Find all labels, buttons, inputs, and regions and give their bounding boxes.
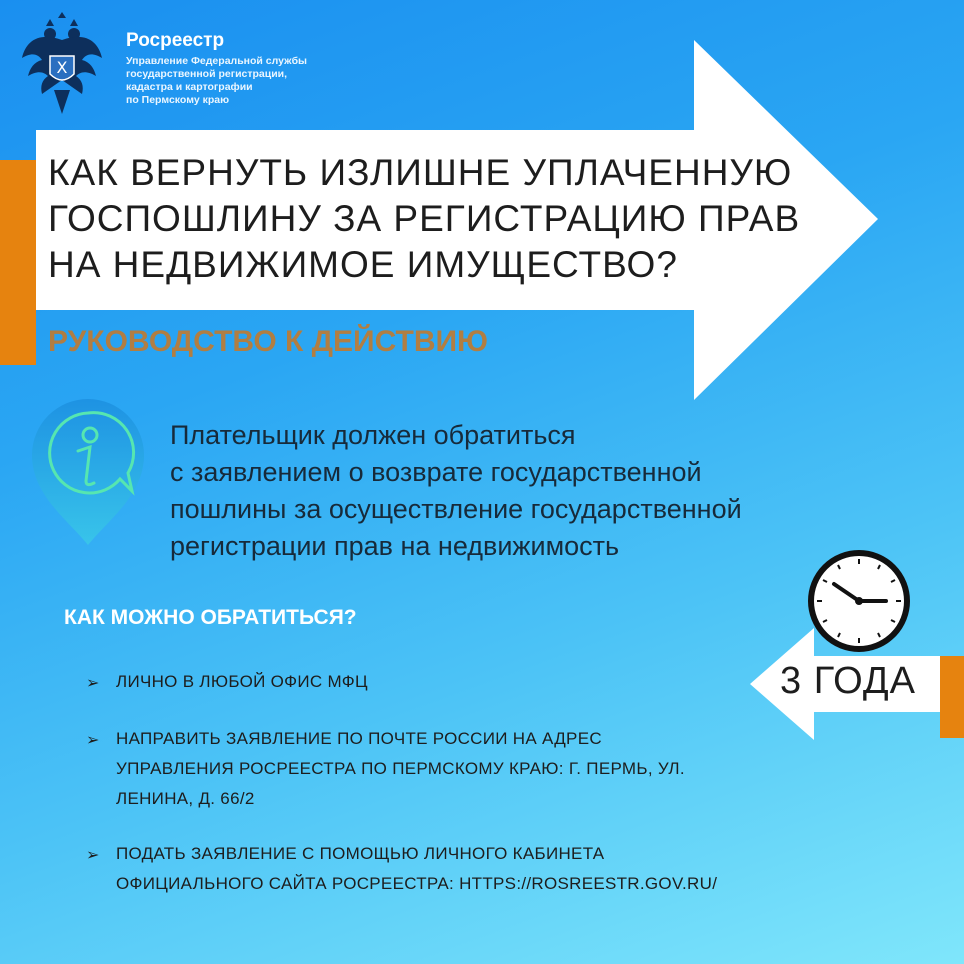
bullet-arrow-icon: ➢ (86, 732, 100, 749)
bullet-arrow-icon: ➢ (86, 675, 100, 692)
method-3-line-1: ПОДАТЬ ЗАЯВЛЕНИЕ С ПОМОЩЬЮ ЛИЧНОГО КАБИНЕТА (116, 844, 605, 863)
method-3-line-2: ОФИЦИАЛЬНОГО САЙТА РОСРЕЕСТРА: HTTPS://ROSREESTR.GOV.RU/ (116, 874, 718, 893)
org-subtitle-line-1: Управление Федеральной службы (126, 55, 308, 67)
method-2-line-1: НАПРАВИТЬ ЗАЯВЛЕНИЕ ПО ПОЧТЕ РОССИИ НА АДРЕС (116, 729, 602, 748)
org-name: Росреестр (126, 30, 225, 51)
deadline-label: 3 ГОДА (780, 660, 916, 702)
guide-subtitle: РУКОВОДСТВО К ДЕЙСТВИЮ (48, 325, 488, 358)
title-line-3: НА НЕДВИЖИМОЕ ИМУЩЕСТВО? (48, 244, 678, 285)
method-2-line-3: ЛЕНИНА, Д. 66/2 (116, 789, 255, 808)
svg-text:X: X (56, 58, 68, 77)
org-subtitle-line-4: по Пермскому краю (126, 94, 230, 106)
info-text-line-3: пошлины за осуществление государственной (170, 494, 742, 524)
title-line-2: ГОСПОШЛИНУ ЗА РЕГИСТРАЦИЮ ПРАВ (48, 198, 801, 239)
org-subtitle-line-2: государственной регистрации, (126, 68, 288, 80)
org-subtitle-line-3: кадастра и картографии (126, 81, 253, 93)
how-heading: КАК МОЖНО ОБРАТИТЬСЯ? (64, 606, 357, 629)
bullet-arrow-icon: ➢ (86, 847, 100, 864)
title-line-1: КАК ВЕРНУТЬ ИЗЛИШНЕ УПЛАЧЕННУЮ (48, 152, 793, 193)
info-text-line-1: Плательщик должен обратиться (170, 420, 576, 450)
info-text-line-4: регистрации прав на недвижимость (170, 531, 620, 561)
right-accent-strip (940, 656, 964, 738)
info-text-line-2: с заявлением о возврате государственной (170, 457, 702, 487)
method-1-line-1: ЛИЧНО В ЛЮБОЙ ОФИС МФЦ (116, 672, 368, 691)
method-2-line-2: УПРАВЛЕНИЯ РОСРЕЕСТРА ПО ПЕРМСКОМУ КРАЮ: Г. ПЕРМЬ, УЛ. (116, 759, 685, 778)
left-accent-strip (0, 160, 36, 365)
info-icon (28, 395, 148, 550)
